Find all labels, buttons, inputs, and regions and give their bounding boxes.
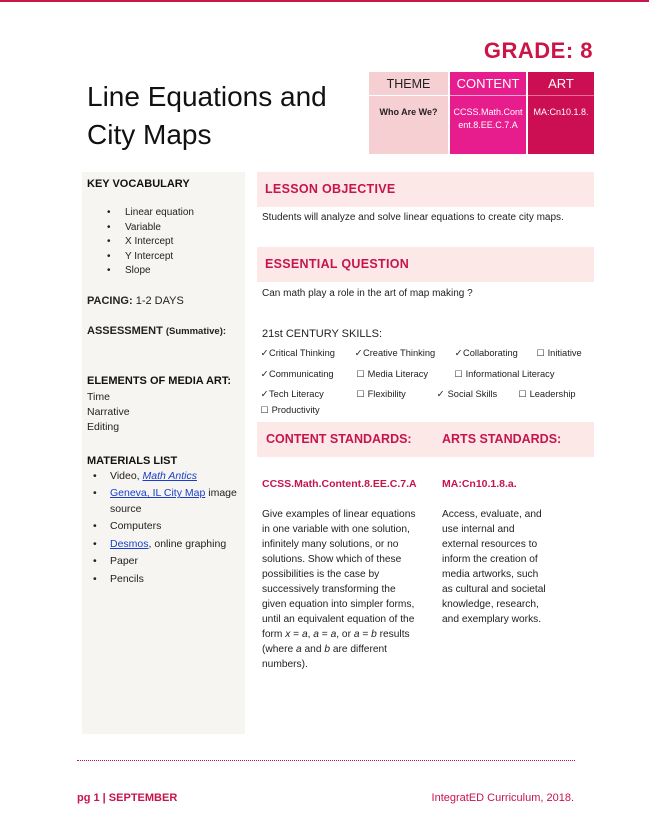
check-icon: ✓ <box>436 389 445 399</box>
material-item-computers: • Computers <box>93 519 240 535</box>
checkbox-empty-icon: ☐ <box>518 389 527 399</box>
standards-heading-bar <box>257 422 594 457</box>
geneva-map-link[interactable]: Geneva, IL City Map <box>110 487 206 500</box>
vocab-item: • Slope <box>107 264 240 279</box>
skill-item <box>260 389 324 400</box>
skills-heading: 21st CENTURY SKILLS: <box>262 328 383 340</box>
skill-label: Productivity <box>271 405 320 415</box>
pacing-value: 1-2 DAYS <box>132 294 184 307</box>
material-item-pencils: • Pencils <box>93 572 240 588</box>
assessment-sub: (Summative): <box>165 325 227 337</box>
sidebar <box>82 172 245 734</box>
media-item: Time <box>87 390 110 403</box>
math-antics-link[interactable]: Math Antics <box>142 469 197 482</box>
material-item-video <box>93 469 240 485</box>
skill-label: Leadership <box>529 389 576 399</box>
art-column <box>528 72 594 154</box>
lesson-objective-text: Students will analyze and solve linear equations to create city maps. <box>262 212 564 223</box>
skill-item <box>356 389 406 400</box>
check-icon: ✓ <box>260 369 269 379</box>
skill-label: Flexibility <box>367 389 406 399</box>
media-heading: ELEMENTS OF MEDIA ART: <box>87 374 232 387</box>
content-standard-text: Give examples of linear equations in one variable with one solution, infinitely many solutions, or no solutions. Show which of these possibilities is the case by successively transforming the given equation into simpler forms, until an equivalent equation of the form x = a, a = a, or a = b results (where a and b are different numbers). <box>262 509 416 670</box>
title-line-2: City Maps <box>87 119 212 150</box>
checkbox-empty-icon: ☐ <box>454 369 463 379</box>
video-prefix: Video, <box>110 469 143 482</box>
skill-label: Initiative <box>547 348 582 358</box>
vocab-heading: KEY VOCABULARY <box>87 178 190 190</box>
standards-summary-table <box>369 72 594 154</box>
footer-divider <box>77 760 575 761</box>
grade-label: GRADE: 8 <box>483 38 593 63</box>
skill-item <box>454 369 554 380</box>
content-standards-heading: CONTENT STANDARDS: <box>266 432 412 446</box>
art-value: MA:Cn10.1.8. <box>533 107 589 117</box>
media-item: Editing <box>87 420 120 433</box>
top-rule <box>0 0 649 2</box>
content-standard-code: CCSS.Math.Content.8.EE.C.7.A <box>262 478 417 490</box>
material-item-map <box>93 486 240 517</box>
skill-item <box>356 369 428 380</box>
materials-list <box>93 469 240 588</box>
pacing-label: PACING: <box>87 294 133 307</box>
vocab-item: • Linear equation <box>107 206 240 221</box>
skill-item <box>536 348 582 359</box>
page-title <box>87 78 327 154</box>
skill-label: Collaborating <box>463 348 518 358</box>
skill-item <box>454 348 518 359</box>
title-line-1: Line Equations and <box>87 81 327 112</box>
checkbox-empty-icon: ☐ <box>536 348 545 358</box>
checkbox-empty-icon: ☐ <box>356 369 365 379</box>
arts-standards-heading: ARTS STANDARDS: <box>442 432 562 446</box>
skill-item <box>260 405 320 416</box>
checkbox-empty-icon: ☐ <box>356 389 365 399</box>
essential-question-text: Can math play a role in the art of map making ? <box>262 288 473 299</box>
theme-column <box>369 72 448 154</box>
skill-label: Tech Literacy <box>269 389 324 399</box>
content-header: CONTENT <box>450 72 526 96</box>
checkbox-empty-icon: ☐ <box>260 405 269 415</box>
skill-item <box>436 389 497 400</box>
vocab-item: • Y Intercept <box>107 250 240 265</box>
assessment-label: ASSESSMENT <box>87 324 166 337</box>
skill-item <box>260 369 334 380</box>
check-icon: ✓ <box>260 348 269 358</box>
vocab-item: • X Intercept <box>107 235 240 250</box>
lesson-objective-heading: LESSON OBJECTIVE <box>257 172 594 207</box>
arts-standard-text: Access, evaluate, and use internal and external resources to inform the creation of media artworks, such as cultural and societal knowledge, research, and exemplary works. <box>442 509 546 625</box>
skill-label: Communicating <box>269 369 334 379</box>
skill-item <box>354 348 435 359</box>
skill-item <box>260 348 335 359</box>
check-icon: ✓ <box>260 389 269 399</box>
page-number: pg 1 | SEPTEMBER <box>77 792 178 804</box>
material-item-desmos <box>93 537 240 553</box>
skill-label: Informational Literacy <box>465 369 555 379</box>
skill-label: Media Literacy <box>367 369 429 379</box>
check-icon: ✓ <box>454 348 463 358</box>
vocab-item: • Variable <box>107 221 240 236</box>
arts-standard-code: MA:Cn10.1.8.a. <box>442 478 517 490</box>
footer-credit: IntegratED Curriculum, 2018. <box>431 792 574 804</box>
essential-question-heading: ESSENTIAL QUESTION <box>257 247 594 282</box>
material-item-paper: • Paper <box>93 554 240 570</box>
vocab-list <box>107 206 240 279</box>
skill-label: Critical Thinking <box>269 348 335 358</box>
skill-label: Social Skills <box>447 389 498 399</box>
media-list <box>87 390 240 435</box>
skill-item <box>518 389 576 400</box>
art-header: ART <box>528 72 594 96</box>
theme-value: Who Are We? <box>379 107 438 117</box>
skill-label: Creative Thinking <box>363 348 436 358</box>
assessment <box>87 325 240 337</box>
geneva-suffix: image source <box>110 487 237 515</box>
pacing <box>87 295 240 307</box>
media-item: Narrative <box>87 405 130 418</box>
desmos-link[interactable]: Desmos <box>110 537 149 550</box>
desmos-suffix: , online graphing <box>148 537 227 550</box>
content-value: CCSS.Math.Content.8.EE.C.7.A <box>453 107 523 130</box>
content-column <box>450 72 526 154</box>
check-icon: ✓ <box>354 348 363 358</box>
materials-heading: MATERIALS LIST <box>87 454 178 467</box>
theme-header: THEME <box>369 72 448 96</box>
